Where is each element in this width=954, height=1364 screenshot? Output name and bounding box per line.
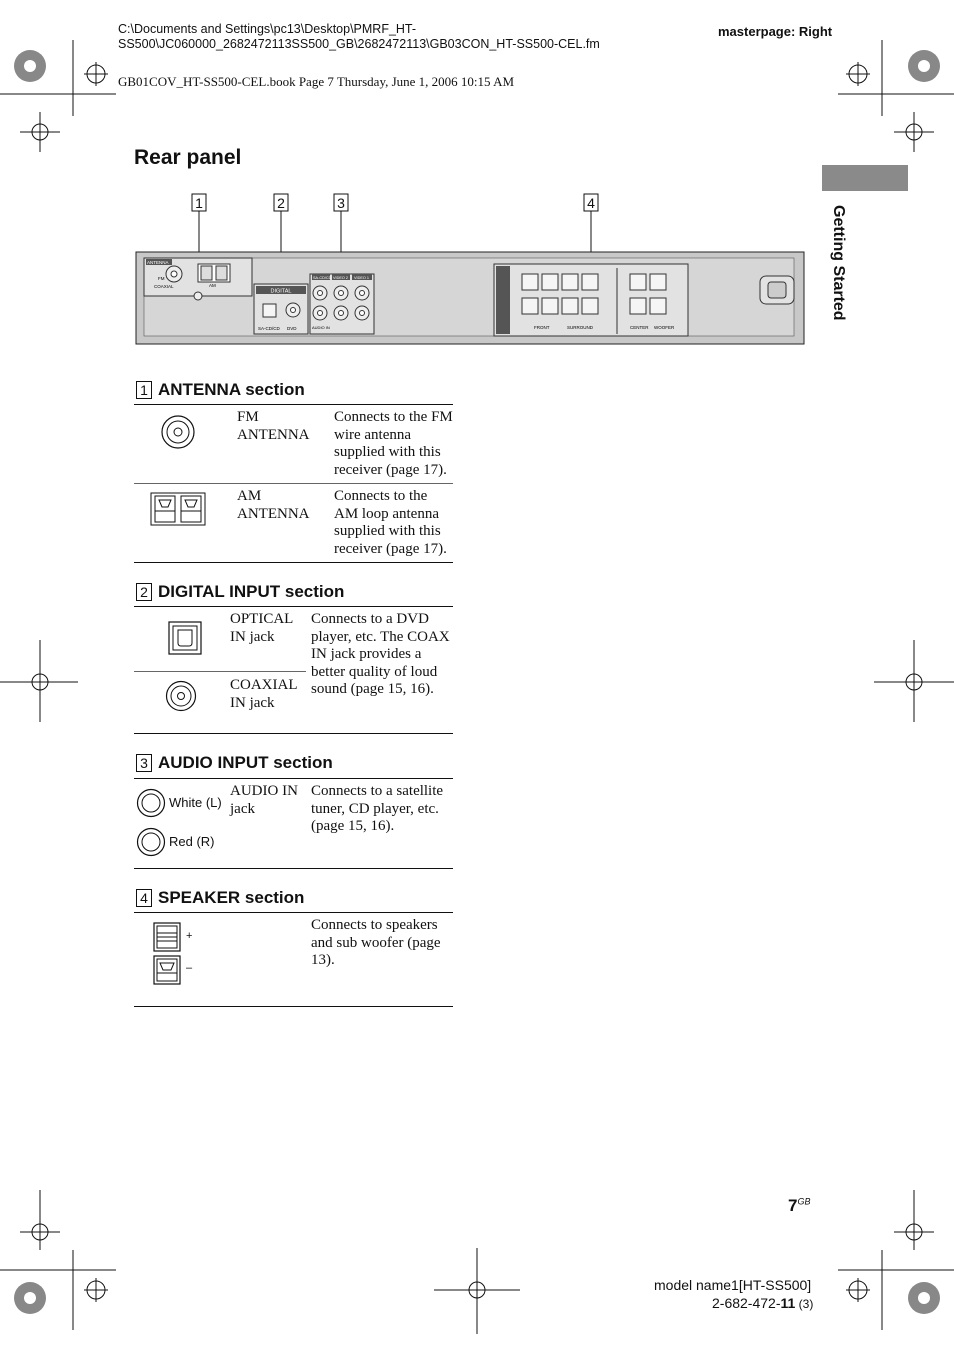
- callout-3: 3: [337, 195, 345, 211]
- page-title: Rear panel: [134, 146, 242, 169]
- panel-antenna-label: ANTENNA: [147, 260, 169, 265]
- audio-in-desc: Connects to a satellite tuner, CD player, etc. (page 15, 16).: [311, 783, 444, 834]
- footer-code: [712, 1295, 813, 1311]
- panel-coaxial-label: COAXIAL: [154, 284, 174, 289]
- side-tab-label: Getting Started: [830, 205, 847, 321]
- white-jack-label: White (L): [169, 795, 222, 810]
- fm-antenna-desc: Connects to the FM wire antenna supplied with this receiver (page 17).: [334, 409, 453, 478]
- page-number-value: 7: [788, 1196, 798, 1215]
- section-number: 2: [136, 583, 152, 601]
- panel-sacd-label: SA-CD/CD: [313, 276, 332, 280]
- speaker-plus-label: +: [186, 930, 193, 942]
- panel-audio-in-label: AUDIO IN: [312, 325, 330, 330]
- page-number-suffix: GB: [797, 1196, 811, 1207]
- speaker-desc: Connects to speakers and sub woofer (page 13).: [311, 917, 441, 968]
- fm-jack-icon: [160, 414, 196, 450]
- panel-video1-label: VIDEO 1: [354, 276, 369, 280]
- red-jack-label: Red (R): [169, 834, 215, 849]
- speaker-minus-label: –: [186, 962, 193, 974]
- section-audio-heading: [136, 753, 333, 773]
- section-number: 3: [136, 754, 152, 772]
- callout-1: 1: [195, 195, 203, 211]
- panel-surround-label: SURROUND: [567, 325, 594, 330]
- coaxial-in-name: COAXIAL IN jack: [230, 677, 297, 711]
- panel-digital-label: DIGITAL: [270, 288, 292, 295]
- footer-code-prefix: 2-682-472-: [712, 1295, 781, 1311]
- audio-in-name: AUDIO IN jack: [230, 783, 298, 817]
- rule: [134, 483, 453, 484]
- footer-code-bold: 11: [780, 1295, 796, 1311]
- section-number: 4: [136, 889, 152, 907]
- rule: [134, 562, 453, 563]
- section-title: ANTENNA section: [158, 380, 305, 399]
- panel-am-label: AM: [209, 283, 216, 288]
- rule: [134, 868, 453, 869]
- rule: [134, 404, 453, 405]
- optical-jack-icon: [168, 621, 202, 655]
- rear-panel-diagram: [130, 190, 810, 350]
- am-antenna-desc: Connects to the AM loop antenna supplied with this receiver (page 17).: [334, 488, 447, 557]
- panel-center-label: CENTER: [630, 325, 649, 330]
- panel-coax-label: DVD: [287, 326, 297, 331]
- rule: [134, 778, 453, 779]
- rule: [134, 606, 453, 607]
- footer-model: model name1[HT-SS500]: [654, 1277, 812, 1293]
- white-jack-icon: [136, 788, 166, 818]
- rule: [134, 1006, 453, 1007]
- book-line: GB01COV_HT-SS500-CEL.book Page 7 Thursday, June 1, 2006 10:15 AM: [118, 74, 515, 89]
- rule: [134, 733, 453, 734]
- red-jack-icon: [136, 827, 166, 857]
- panel-front-label: FRONT: [534, 325, 550, 330]
- section-title: AUDIO INPUT section: [158, 753, 333, 772]
- coaxial-jack-icon: [165, 680, 197, 712]
- file-path: C:\Documents and Settings\pc13\Desktop\PMRF_HT-SS500\JC060000_2682472113SS500_GB\2682472113\GB03CON_HT-SS500-CEL.fm: [118, 22, 600, 51]
- panel-sub-label: WOOFER: [654, 325, 675, 330]
- optical-in-name: OPTICAL IN jack: [230, 611, 293, 645]
- section-speaker-heading: [136, 888, 304, 908]
- chapter-tab: [822, 165, 908, 191]
- section-number: 1: [136, 381, 152, 399]
- callout-2: 2: [277, 195, 285, 211]
- section-antenna-heading: [136, 380, 305, 400]
- fm-antenna-name: FM ANTENNA: [237, 409, 310, 443]
- digital-desc: Connects to a DVD player, etc. The COAX IN jack provides a better quality of loud sound (page 15, 16).: [311, 611, 450, 697]
- section-title: SPEAKER section: [158, 888, 305, 907]
- side-tab: [822, 205, 852, 335]
- panel-video2-label: VIDEO 2: [333, 276, 348, 280]
- rule: [134, 912, 453, 913]
- speaker-terminal-icon: [152, 922, 184, 986]
- am-terminal-icon: [150, 492, 206, 526]
- callout-4: 4: [587, 195, 595, 211]
- am-antenna-name: AM ANTENNA: [237, 488, 310, 522]
- panel-fm-label: FM: [158, 276, 165, 281]
- page-number: [788, 1196, 810, 1216]
- rule: [134, 671, 306, 672]
- section-title: DIGITAL INPUT section: [158, 582, 345, 601]
- masterpage-label: masterpage: Right: [718, 24, 833, 39]
- panel-optical-label: SA-CD/CD: [258, 326, 280, 331]
- section-digital-heading: [136, 582, 344, 602]
- footer-code-suffix: (3): [795, 1297, 814, 1311]
